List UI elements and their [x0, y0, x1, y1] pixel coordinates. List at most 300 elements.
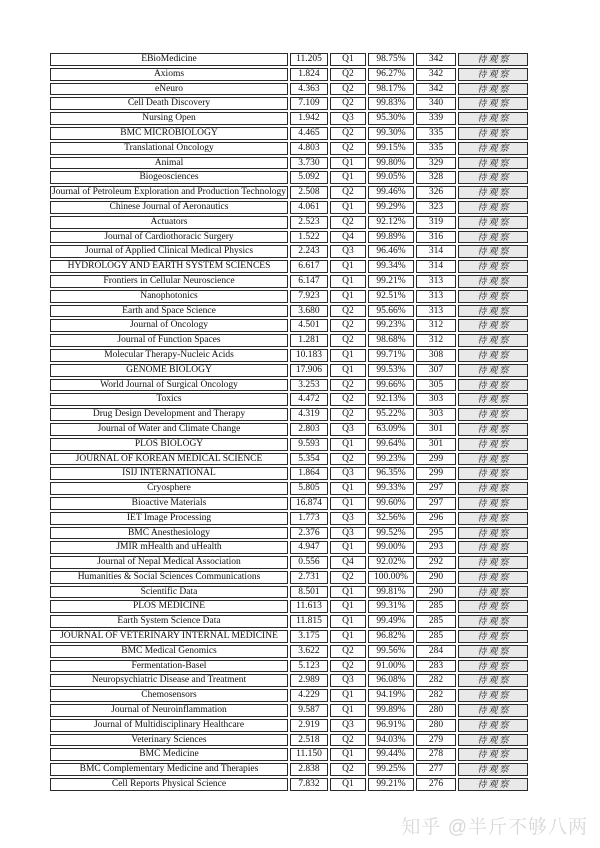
- status-cell: 待观察: [458, 467, 528, 480]
- quartile-cell: Q1: [330, 201, 366, 214]
- quartile-cell: Q1: [330, 630, 366, 643]
- quartile-cell: Q2: [330, 142, 366, 155]
- percentile-cell: 99.66%: [368, 379, 414, 392]
- quartile-cell: Q1: [330, 586, 366, 599]
- rank-count-cell: 293: [416, 541, 456, 554]
- percentile-cell: 99.64%: [368, 438, 414, 451]
- quartile-cell: Q4: [330, 556, 366, 569]
- rank-count-cell: 319: [416, 216, 456, 229]
- status-cell: 待观察: [458, 778, 528, 791]
- quartile-cell: Q2: [330, 645, 366, 658]
- quartile-cell: Q2: [330, 408, 366, 421]
- impact-factor-cell: 3.622: [290, 645, 328, 658]
- table-row: [50, 127, 528, 140]
- rank-count-cell: 299: [416, 467, 456, 480]
- percentile-cell: 96.46%: [368, 245, 414, 258]
- impact-factor-cell: 5.354: [290, 453, 328, 466]
- percentile-cell: 98.75%: [368, 53, 414, 66]
- impact-factor-cell: 4.501: [290, 319, 328, 332]
- impact-factor-cell: 7.832: [290, 778, 328, 791]
- rank-count-cell: 326: [416, 186, 456, 199]
- table-row: [50, 393, 528, 406]
- status-cell: 待观察: [458, 423, 528, 436]
- rank-count-cell: 342: [416, 53, 456, 66]
- rank-count-cell: 340: [416, 97, 456, 110]
- rank-count-cell: 282: [416, 674, 456, 687]
- journal-name-cell: Chemosensors: [50, 689, 288, 702]
- rank-count-cell: 312: [416, 319, 456, 332]
- journal-name-cell: Bioactive Materials: [50, 497, 288, 510]
- table-row: [50, 83, 528, 96]
- status-cell: 待观察: [458, 68, 528, 81]
- status-cell: 待观察: [458, 512, 528, 525]
- journal-name-cell: Drug Design Development and Therapy: [50, 408, 288, 421]
- journal-name-cell: Translational Oncology: [50, 142, 288, 155]
- rank-count-cell: 305: [416, 379, 456, 392]
- table-row: [50, 305, 528, 318]
- status-cell: 待观察: [458, 630, 528, 643]
- status-cell: 待观察: [458, 379, 528, 392]
- quartile-cell: Q1: [330, 600, 366, 613]
- quartile-cell: Q1: [330, 260, 366, 273]
- quartile-cell: Q1: [330, 275, 366, 288]
- status-cell: 待观察: [458, 438, 528, 451]
- table-row: [50, 319, 528, 332]
- status-cell: 待观察: [458, 201, 528, 214]
- rank-count-cell: 308: [416, 349, 456, 362]
- rank-count-cell: 279: [416, 734, 456, 747]
- rank-count-cell: 295: [416, 527, 456, 540]
- journal-name-cell: JOURNAL OF KOREAN MEDICAL SCIENCE: [50, 453, 288, 466]
- impact-factor-cell: 3.175: [290, 630, 328, 643]
- rank-count-cell: 278: [416, 748, 456, 761]
- percentile-cell: 99.46%: [368, 186, 414, 199]
- rank-count-cell: 280: [416, 704, 456, 717]
- percentile-cell: 92.02%: [368, 556, 414, 569]
- impact-factor-cell: 2.376: [290, 527, 328, 540]
- quartile-cell: Q2: [330, 334, 366, 347]
- table-row: [50, 556, 528, 569]
- quartile-cell: Q1: [330, 290, 366, 303]
- rank-count-cell: 316: [416, 231, 456, 244]
- journal-name-cell: BMC Complementary Medicine and Therapies: [50, 763, 288, 776]
- status-cell: 待观察: [458, 748, 528, 761]
- impact-factor-cell: 1.281: [290, 334, 328, 347]
- status-cell: 待观察: [458, 53, 528, 66]
- quartile-cell: Q2: [330, 660, 366, 673]
- journal-name-cell: eNeuro: [50, 83, 288, 96]
- rank-count-cell: 283: [416, 660, 456, 673]
- table-row: [50, 334, 528, 347]
- status-cell: 待观察: [458, 97, 528, 110]
- quartile-cell: Q2: [330, 734, 366, 747]
- percentile-cell: 99.60%: [368, 497, 414, 510]
- percentile-cell: 99.30%: [368, 127, 414, 140]
- impact-factor-cell: 16.874: [290, 497, 328, 510]
- table-row: [50, 660, 528, 673]
- status-cell: 待观察: [458, 349, 528, 362]
- status-cell: 待观察: [458, 334, 528, 347]
- table-row: [50, 97, 528, 110]
- impact-factor-cell: 4.472: [290, 393, 328, 406]
- quartile-cell: Q2: [330, 97, 366, 110]
- percentile-cell: 95.30%: [368, 112, 414, 125]
- journal-name-cell: Nursing Open: [50, 112, 288, 125]
- journal-name-cell: ISIJ INTERNATIONAL: [50, 467, 288, 480]
- impact-factor-cell: 2.508: [290, 186, 328, 199]
- percentile-cell: 99.80%: [368, 157, 414, 170]
- rank-count-cell: 313: [416, 290, 456, 303]
- table-row: [50, 734, 528, 747]
- impact-factor-cell: 0.556: [290, 556, 328, 569]
- rank-count-cell: 285: [416, 600, 456, 613]
- quartile-cell: Q2: [330, 379, 366, 392]
- journal-name-cell: Frontiers in Cellular Neuroscience: [50, 275, 288, 288]
- rank-count-cell: 299: [416, 453, 456, 466]
- quartile-cell: Q2: [330, 68, 366, 81]
- quartile-cell: Q3: [330, 245, 366, 258]
- percentile-cell: 98.68%: [368, 334, 414, 347]
- percentile-cell: 92.12%: [368, 216, 414, 229]
- impact-factor-cell: 4.803: [290, 142, 328, 155]
- impact-factor-cell: 4.947: [290, 541, 328, 554]
- table-row: [50, 142, 528, 155]
- quartile-cell: Q2: [330, 83, 366, 96]
- percentile-cell: 91.00%: [368, 660, 414, 673]
- impact-factor-cell: 2.243: [290, 245, 328, 258]
- percentile-cell: 99.89%: [368, 704, 414, 717]
- quartile-cell: Q2: [330, 305, 366, 318]
- impact-factor-cell: 1.942: [290, 112, 328, 125]
- status-cell: 待观察: [458, 142, 528, 155]
- status-cell: 待观察: [458, 453, 528, 466]
- status-cell: 待观察: [458, 556, 528, 569]
- rank-count-cell: 314: [416, 245, 456, 258]
- journal-name-cell: Animal: [50, 157, 288, 170]
- status-cell: 待观察: [458, 408, 528, 421]
- quartile-cell: Q3: [330, 512, 366, 525]
- table-row: [50, 275, 528, 288]
- percentile-cell: 99.21%: [368, 275, 414, 288]
- quartile-cell: Q2: [330, 571, 366, 584]
- rank-count-cell: 303: [416, 393, 456, 406]
- quartile-cell: Q2: [330, 453, 366, 466]
- table-row: [50, 186, 528, 199]
- percentile-cell: 96.91%: [368, 719, 414, 732]
- impact-factor-cell: 1.522: [290, 231, 328, 244]
- impact-factor-cell: 9.587: [290, 704, 328, 717]
- table-row: [50, 201, 528, 214]
- journal-watchlist-table: [48, 51, 530, 793]
- rank-count-cell: 285: [416, 630, 456, 643]
- impact-factor-cell: 3.730: [290, 157, 328, 170]
- rank-count-cell: 276: [416, 778, 456, 791]
- quartile-cell: Q2: [330, 319, 366, 332]
- impact-factor-cell: 7.109: [290, 97, 328, 110]
- table-row: [50, 68, 528, 81]
- percentile-cell: 94.03%: [368, 734, 414, 747]
- table-row: [50, 527, 528, 540]
- quartile-cell: Q1: [330, 482, 366, 495]
- percentile-cell: 99.33%: [368, 482, 414, 495]
- status-cell: 待观察: [458, 290, 528, 303]
- journal-name-cell: JOURNAL OF VETERINARY INTERNAL MEDICINE: [50, 630, 288, 643]
- status-cell: 待观察: [458, 497, 528, 510]
- percentile-cell: 96.27%: [368, 68, 414, 81]
- impact-factor-cell: 2.523: [290, 216, 328, 229]
- journal-name-cell: Fermentation-Basel: [50, 660, 288, 673]
- journal-name-cell: IET Image Processing: [50, 512, 288, 525]
- quartile-cell: Q3: [330, 719, 366, 732]
- percentile-cell: 92.13%: [368, 393, 414, 406]
- rank-count-cell: 328: [416, 171, 456, 184]
- impact-factor-cell: 1.864: [290, 467, 328, 480]
- journal-name-cell: HYDROLOGY AND EARTH SYSTEM SCIENCES: [50, 260, 288, 273]
- rank-count-cell: 282: [416, 689, 456, 702]
- status-cell: 待观察: [458, 364, 528, 377]
- status-cell: 待观察: [458, 719, 528, 732]
- table-row: [50, 438, 528, 451]
- journal-name-cell: Biogeosciences: [50, 171, 288, 184]
- percentile-cell: 99.15%: [368, 142, 414, 155]
- impact-factor-cell: 2.803: [290, 423, 328, 436]
- status-cell: 待观察: [458, 660, 528, 673]
- journal-name-cell: Earth and Space Science: [50, 305, 288, 318]
- percentile-cell: 98.17%: [368, 83, 414, 96]
- journal-name-cell: Toxics: [50, 393, 288, 406]
- status-cell: 待观察: [458, 600, 528, 613]
- journal-name-cell: Veterinary Sciences: [50, 734, 288, 747]
- table-row: [50, 453, 528, 466]
- impact-factor-cell: 1.773: [290, 512, 328, 525]
- status-cell: 待观察: [458, 482, 528, 495]
- percentile-cell: 99.05%: [368, 171, 414, 184]
- quartile-cell: Q1: [330, 53, 366, 66]
- journal-name-cell: PLOS MEDICINE: [50, 600, 288, 613]
- quartile-cell: Q1: [330, 704, 366, 717]
- table-row: [50, 704, 528, 717]
- quartile-cell: Q2: [330, 216, 366, 229]
- status-cell: 待观察: [458, 319, 528, 332]
- impact-factor-cell: 1.824: [290, 68, 328, 81]
- impact-factor-cell: 4.465: [290, 127, 328, 140]
- journal-name-cell: Neuropsychiatric Disease and Treatment: [50, 674, 288, 687]
- percentile-cell: 96.82%: [368, 630, 414, 643]
- journal-name-cell: Nanophotonics: [50, 290, 288, 303]
- rank-count-cell: 297: [416, 497, 456, 510]
- zhihu-watermark: 知乎 @半斤不够八两: [401, 817, 588, 838]
- journal-name-cell: Scientific Data: [50, 586, 288, 599]
- journal-name-cell: PLOS BIOLOGY: [50, 438, 288, 451]
- percentile-cell: 95.22%: [368, 408, 414, 421]
- percentile-cell: 99.29%: [368, 201, 414, 214]
- impact-factor-cell: 2.518: [290, 734, 328, 747]
- journal-name-cell: JMIR mHealth and uHealth: [50, 541, 288, 554]
- table-row: [50, 763, 528, 776]
- status-cell: 待观察: [458, 689, 528, 702]
- table-row: [50, 748, 528, 761]
- journal-name-cell: EBioMedicine: [50, 53, 288, 66]
- quartile-cell: Q1: [330, 541, 366, 554]
- status-cell: 待观察: [458, 127, 528, 140]
- status-cell: 待观察: [458, 615, 528, 628]
- table-row: [50, 512, 528, 525]
- quartile-cell: Q2: [330, 186, 366, 199]
- status-cell: 待观察: [458, 571, 528, 584]
- table-row: [50, 231, 528, 244]
- impact-factor-cell: 5.092: [290, 171, 328, 184]
- percentile-cell: 63.09%: [368, 423, 414, 436]
- impact-factor-cell: 11.815: [290, 615, 328, 628]
- table-row: [50, 157, 528, 170]
- table-row: [50, 571, 528, 584]
- percentile-cell: 99.21%: [368, 778, 414, 791]
- quartile-cell: Q2: [330, 127, 366, 140]
- status-cell: 待观察: [458, 171, 528, 184]
- journal-name-cell: Journal of Applied Clinical Medical Physics: [50, 245, 288, 258]
- status-cell: 待观察: [458, 260, 528, 273]
- quartile-cell: Q3: [330, 423, 366, 436]
- journal-name-cell: Journal of Oncology: [50, 319, 288, 332]
- impact-factor-cell: 8.501: [290, 586, 328, 599]
- status-cell: 待观察: [458, 704, 528, 717]
- status-cell: 待观察: [458, 586, 528, 599]
- table-row: [50, 408, 528, 421]
- journal-name-cell: Journal of Function Spaces: [50, 334, 288, 347]
- journal-table: [48, 51, 530, 793]
- percentile-cell: 99.83%: [368, 97, 414, 110]
- percentile-cell: 92.51%: [368, 290, 414, 303]
- percentile-cell: 99.44%: [368, 748, 414, 761]
- impact-factor-cell: 9.593: [290, 438, 328, 451]
- rank-count-cell: 280: [416, 719, 456, 732]
- rank-count-cell: 339: [416, 112, 456, 125]
- journal-name-cell: Cell Death Discovery: [50, 97, 288, 110]
- impact-factor-cell: 2.989: [290, 674, 328, 687]
- status-cell: 待观察: [458, 112, 528, 125]
- impact-factor-cell: 3.680: [290, 305, 328, 318]
- impact-factor-cell: 2.838: [290, 763, 328, 776]
- status-cell: 待观察: [458, 83, 528, 96]
- status-cell: 待观察: [458, 393, 528, 406]
- table-row: [50, 216, 528, 229]
- rank-count-cell: 307: [416, 364, 456, 377]
- impact-factor-cell: 4.061: [290, 201, 328, 214]
- percentile-cell: 94.19%: [368, 689, 414, 702]
- percentile-cell: 32.56%: [368, 512, 414, 525]
- impact-factor-cell: 2.731: [290, 571, 328, 584]
- table-row: [50, 719, 528, 732]
- table-row: [50, 630, 528, 643]
- impact-factor-cell: 4.229: [290, 689, 328, 702]
- percentile-cell: 99.00%: [368, 541, 414, 554]
- table-row: [50, 245, 528, 258]
- quartile-cell: Q3: [330, 467, 366, 480]
- quartile-cell: Q1: [330, 689, 366, 702]
- rank-count-cell: 296: [416, 512, 456, 525]
- quartile-cell: Q1: [330, 748, 366, 761]
- table-row: [50, 260, 528, 273]
- quartile-cell: Q1: [330, 349, 366, 362]
- rank-count-cell: 303: [416, 408, 456, 421]
- percentile-cell: 100.00%: [368, 571, 414, 584]
- journal-name-cell: Actuators: [50, 216, 288, 229]
- journal-name-cell: Journal of Water and Climate Change: [50, 423, 288, 436]
- journal-name-cell: Chinese Journal of Aeronautics: [50, 201, 288, 214]
- table-row: [50, 171, 528, 184]
- status-cell: 待观察: [458, 645, 528, 658]
- percentile-cell: 99.23%: [368, 319, 414, 332]
- percentile-cell: 99.49%: [368, 615, 414, 628]
- percentile-cell: 99.23%: [368, 453, 414, 466]
- status-cell: 待观察: [458, 216, 528, 229]
- journal-name-cell: BMC Anesthesiology: [50, 527, 288, 540]
- table-row: [50, 423, 528, 436]
- rank-count-cell: 285: [416, 615, 456, 628]
- percentile-cell: 96.08%: [368, 674, 414, 687]
- percentile-cell: 95.66%: [368, 305, 414, 318]
- table-row: [50, 674, 528, 687]
- journal-name-cell: BMC MICROBIOLOGY: [50, 127, 288, 140]
- status-cell: 待观察: [458, 275, 528, 288]
- rank-count-cell: 323: [416, 201, 456, 214]
- journal-name-cell: Molecular Therapy-Nucleic Acids: [50, 349, 288, 362]
- journal-name-cell: Journal of Nepal Medical Association: [50, 556, 288, 569]
- impact-factor-cell: 3.253: [290, 379, 328, 392]
- percentile-cell: 99.34%: [368, 260, 414, 273]
- rank-count-cell: 329: [416, 157, 456, 170]
- quartile-cell: Q3: [330, 112, 366, 125]
- impact-factor-cell: 11.150: [290, 748, 328, 761]
- impact-factor-cell: 2.919: [290, 719, 328, 732]
- journal-name-cell: Cell Reports Physical Science: [50, 778, 288, 791]
- status-cell: 待观察: [458, 231, 528, 244]
- journal-name-cell: BMC Medicine: [50, 748, 288, 761]
- quartile-cell: Q1: [330, 171, 366, 184]
- table-row: [50, 364, 528, 377]
- status-cell: 待观察: [458, 245, 528, 258]
- table-row: [50, 482, 528, 495]
- rank-count-cell: 342: [416, 68, 456, 81]
- table-row: [50, 349, 528, 362]
- impact-factor-cell: 11.613: [290, 600, 328, 613]
- percentile-cell: 99.52%: [368, 527, 414, 540]
- rank-count-cell: 301: [416, 423, 456, 436]
- percentile-cell: 99.53%: [368, 364, 414, 377]
- journal-name-cell: Earth System Science Data: [50, 615, 288, 628]
- quartile-cell: Q1: [330, 615, 366, 628]
- rank-count-cell: 284: [416, 645, 456, 658]
- percentile-cell: 99.71%: [368, 349, 414, 362]
- table-row: [50, 112, 528, 125]
- quartile-cell: Q1: [330, 364, 366, 377]
- rank-count-cell: 290: [416, 571, 456, 584]
- quartile-cell: Q3: [330, 674, 366, 687]
- rank-count-cell: 313: [416, 275, 456, 288]
- journal-name-cell: Journal of Petroleum Exploration and Production Technology: [52, 187, 286, 198]
- rank-count-cell: 301: [416, 438, 456, 451]
- impact-factor-cell: 6.147: [290, 275, 328, 288]
- percentile-cell: 99.56%: [368, 645, 414, 658]
- status-cell: 待观察: [458, 305, 528, 318]
- status-cell: 待观察: [458, 527, 528, 540]
- journal-name-cell: World Journal of Surgical Oncology: [50, 379, 288, 392]
- journal-name-cell: BMC Medical Genomics: [50, 645, 288, 658]
- impact-factor-cell: 4.319: [290, 408, 328, 421]
- quartile-cell: Q2: [330, 393, 366, 406]
- percentile-cell: 99.25%: [368, 763, 414, 776]
- table-row: [50, 615, 528, 628]
